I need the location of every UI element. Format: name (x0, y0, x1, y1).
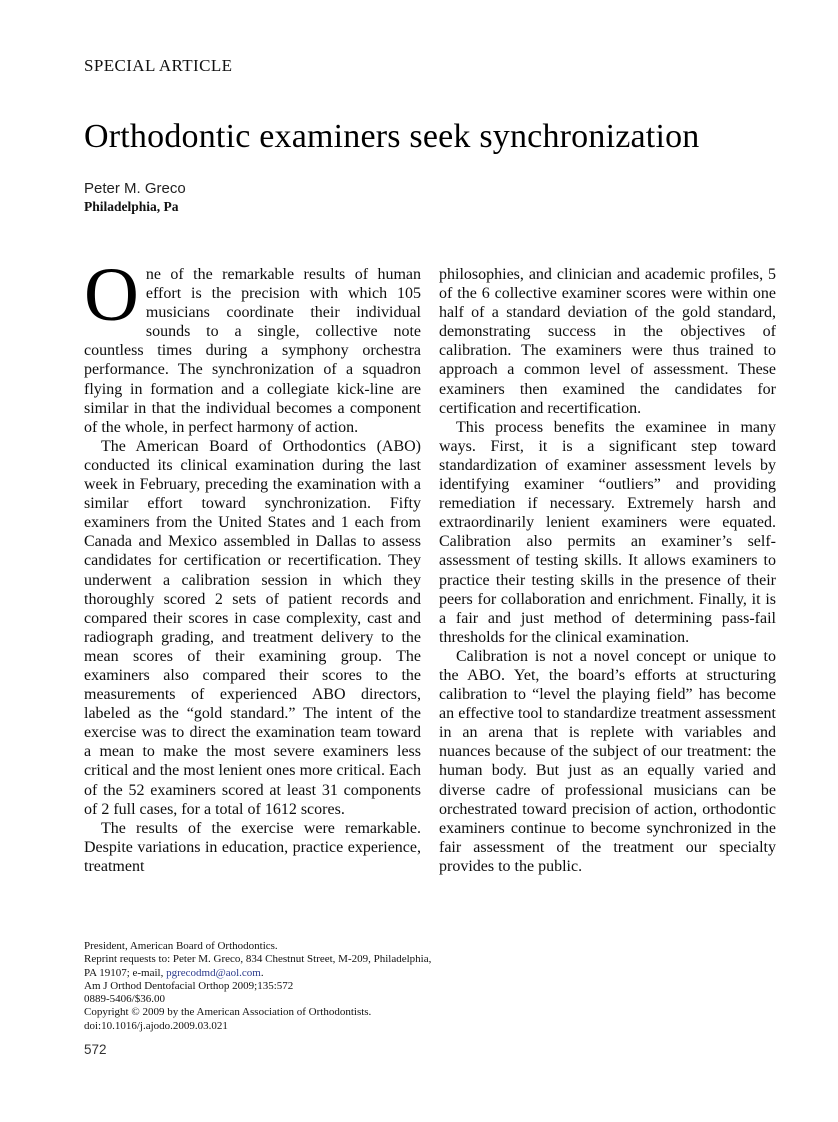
paragraph-opening (84, 253, 421, 437)
email-link[interactable]: pgrecodmd@aol.com (166, 966, 261, 979)
footnote-email-prefix: PA 19107; e-mail, (84, 966, 167, 979)
byline (84, 180, 776, 215)
footnote-email-suffix: . (260, 966, 264, 979)
paragraph: The American Board of Orthodontics (ABO) conducted its clinical examination during the last week in February, preceding the examination with a similar effort toward synchronization. Fifty examiners from the United States and 1 each from Canada and Mexico assembled in Dallas to assess candidates for certification or recertification. They underwent a calibration session in which they thoroughly scored 2 sets of patient records and compared their scores in case complexity, cast and radiograph grading, and treatment delivery to the mean scores of their examining group. The examiners also compared their scores to the measurements of experienced ABO directors, labeled as the “gold standard.” The intent of the exercise was to direct the examination team toward a mean to make the most severe examiners less critical and the most lenient ones more critical. Each of the 52 examiners scored at least 31 components of 2 full cases, for a total of 1612 scores. (84, 437, 421, 818)
footnote-block (84, 940, 431, 1033)
article-type-kicker: SPECIAL ARTICLE (84, 56, 233, 75)
paragraph-continuation: philosophies, and clinician and academic profiles, 5 of the 6 collective examiner scores were within one half of a standard deviation of the gold standard, demonstrating success in the objectives of calibration. The examiners were thus trained to approach a common level of assessment. These examiners then examined the candidates for certification and recertification. (439, 266, 776, 417)
paragraph: Calibration is not a novel concept or unique to the ABO. Yet, the board’s efforts at structuring calibration to “level the playing field” has become an effective tool to standardize treatment assessment in an arena that is replete with variables and nuances because of the subject of our treatment: the human body. But just as an equally varied and diverse cadre of professional musicians can be orchestrated toward precision of action, orthodontic examiners continue to become synchronized in the fair assessment of the treatment our specialty provides to the public. (439, 647, 776, 875)
author-location: Philadelphia, Pa (84, 199, 179, 214)
footnote-doi: doi:10.1016/j.ajodo.2009.03.021 (84, 1019, 228, 1032)
footnote-affiliation: President, American Board of Orthodontics. (84, 940, 278, 952)
paragraph: This process benefits the examinee in many ways. First, it is a significant step toward standardization of examiner assessment levels by identifying examiner “outliers” and providing remediation if necessary. Extremely harsh and extraordinarily lenient examiners were equated. Calibration also permits an examiner’s self-assessment of testing skills. It allows examiners to practice their testing skills in the presence of their peers for collaboration and enrichment. Finally, it is a fair and just method of determining pass-fail thresholds for the clinical examination. (439, 418, 776, 646)
footnote-email-line (84, 967, 431, 980)
footnote-issn-price: 0889-5406/$36.00 (84, 993, 165, 1006)
paragraph-text: ne of the remarkable results of human effort is the precision with which 105 musicians coordinate their individual sounds to a single, collective note countless times during a symphony orchestra performance. The synchronization of a squadron flying in formation and a collegiate kick-line are similar in that the individual becomes a component of the whole, in perfect harmony of action. (84, 266, 421, 436)
author-name: Peter M. Greco (84, 180, 186, 197)
footnote-citation: Am J Orthod Dentofacial Orthop 2009;135:572 (84, 979, 294, 992)
dropcap-letter: O (84, 253, 139, 337)
paragraph: The results of the exercise were remarkable. Despite variations in education, practice experience, treatment (84, 819, 421, 875)
body-columns (84, 253, 776, 876)
right-column (439, 265, 776, 876)
page-number: 572 (84, 1042, 107, 1057)
footnote-reprint-line: Reprint requests to: Peter M. Greco, 834 Chestnut Street, M-209, Philadelphia, (84, 953, 432, 966)
left-column (84, 253, 421, 876)
article-title: Orthodontic examiners seek synchronization (84, 118, 700, 155)
footnote-copyright: Copyright © 2009 by the American Association of Orthodontists. (84, 1006, 372, 1019)
